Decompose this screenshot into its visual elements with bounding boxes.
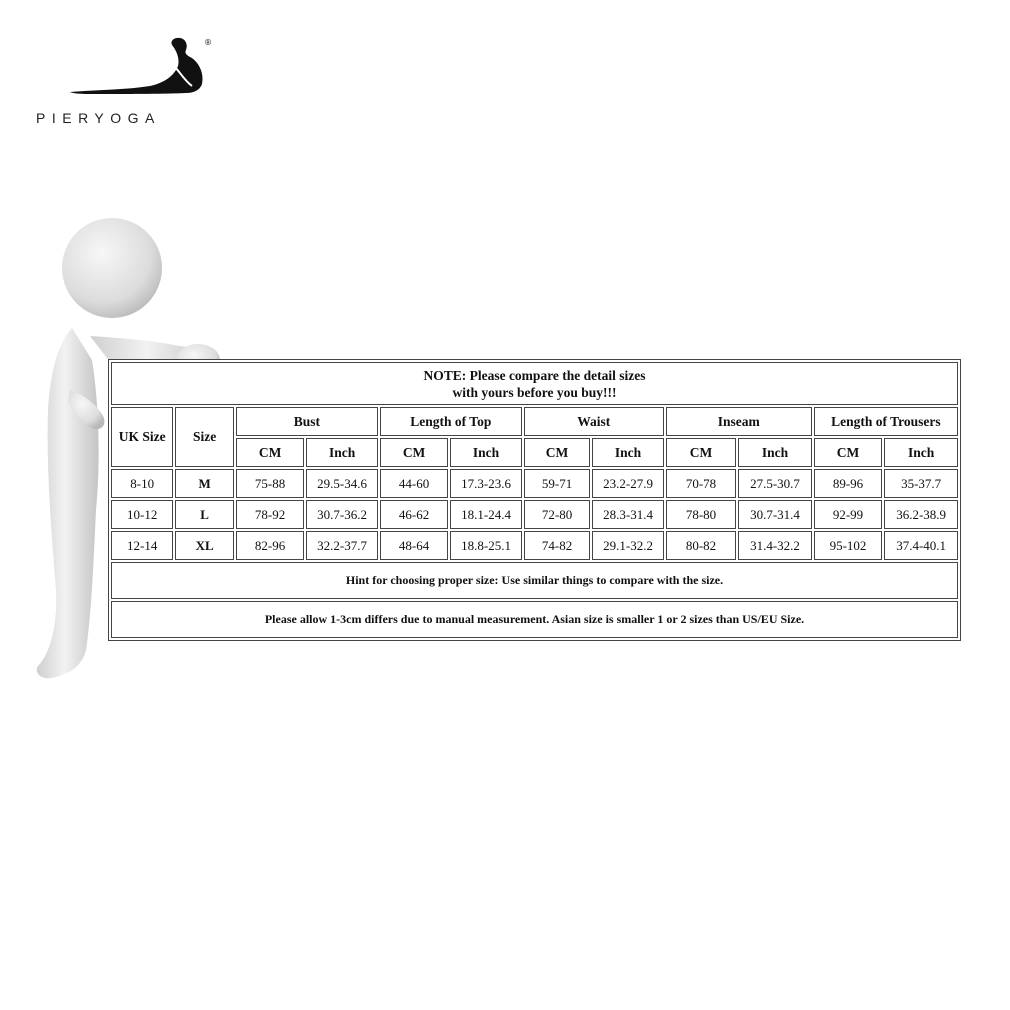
measurement-disclaimer: Please allow 1-3cm differs due to manual measurement. Asian size is smaller 1 or 2 sizes than US/EU Size. [111,601,958,638]
brand-logo [36,36,226,132]
value-cell: 95-102 [814,531,882,560]
uk-size-cell: 10-12 [111,500,173,529]
value-cell: 44-60 [380,469,448,498]
value-cell: 17.3-23.6 [450,469,522,498]
value-cell: 48-64 [380,531,448,560]
value-cell: 46-62 [380,500,448,529]
unit-header: CM [814,438,882,467]
value-cell: 30.7-36.2 [306,500,378,529]
value-cell: 18.8-25.1 [450,531,522,560]
uk-size-cell: 8-10 [111,469,173,498]
value-cell: 35-37.7 [884,469,958,498]
value-cell: 32.2-37.7 [306,531,378,560]
note-line: NOTE: Please compare the detail sizes [423,367,646,383]
value-cell: 75-88 [236,469,304,498]
value-cell: 92-99 [814,500,882,529]
value-cell: 70-78 [666,469,736,498]
size-header: Size [175,407,233,467]
unit-header: Inch [306,438,378,467]
value-cell: 36.2-38.9 [884,500,958,529]
unit-header: Inch [450,438,522,467]
size-cell: L [175,500,233,529]
unit-header: Inch [592,438,664,467]
value-cell: 78-92 [236,500,304,529]
value-cell: 59-71 [524,469,590,498]
group-header-inseam: Inseam [666,407,812,436]
note-cell [111,362,958,405]
group-header-waist: Waist [524,407,664,436]
value-cell: 78-80 [666,500,736,529]
value-cell: 30.7-31.4 [738,500,812,529]
brand-wordmark: PIERYOGA [36,110,161,126]
value-cell: 29.1-32.2 [592,531,664,560]
unit-header: CM [236,438,304,467]
unit-header: CM [666,438,736,467]
value-cell: 82-96 [236,531,304,560]
unit-header: CM [380,438,448,467]
unit-header: CM [524,438,590,467]
value-cell: 80-82 [666,531,736,560]
size-cell: M [175,469,233,498]
value-cell: 23.2-27.9 [592,469,664,498]
size-chart-table [108,359,961,641]
value-cell: 18.1-24.4 [450,500,522,529]
value-cell: 31.4-32.2 [738,531,812,560]
uk-size-header: UK Size [111,407,173,467]
value-cell: 27.5-30.7 [738,469,812,498]
registered-mark: ® [204,38,212,47]
table-row [111,469,958,498]
group-header-bust: Bust [236,407,378,436]
value-cell: 29.5-34.6 [306,469,378,498]
value-cell: 72-80 [524,500,590,529]
value-cell: 74-82 [524,531,590,560]
unit-header: Inch [738,438,812,467]
sizing-hint: Hint for choosing proper size: Use similar things to compare with the size. [111,562,958,599]
size-cell: XL [175,531,233,560]
group-header-length-of-trousers: Length of Trousers [814,407,958,436]
uk-size-cell: 12-14 [111,531,173,560]
note-line: with yours before you buy!!! [452,384,617,400]
unit-header: Inch [884,438,958,467]
table-row [111,531,958,560]
value-cell: 89-96 [814,469,882,498]
table-row [111,500,958,529]
value-cell: 28.3-31.4 [592,500,664,529]
yoga-pose-logo-icon [66,36,216,98]
group-header-length-of-top: Length of Top [380,407,522,436]
value-cell: 37.4-40.1 [884,531,958,560]
